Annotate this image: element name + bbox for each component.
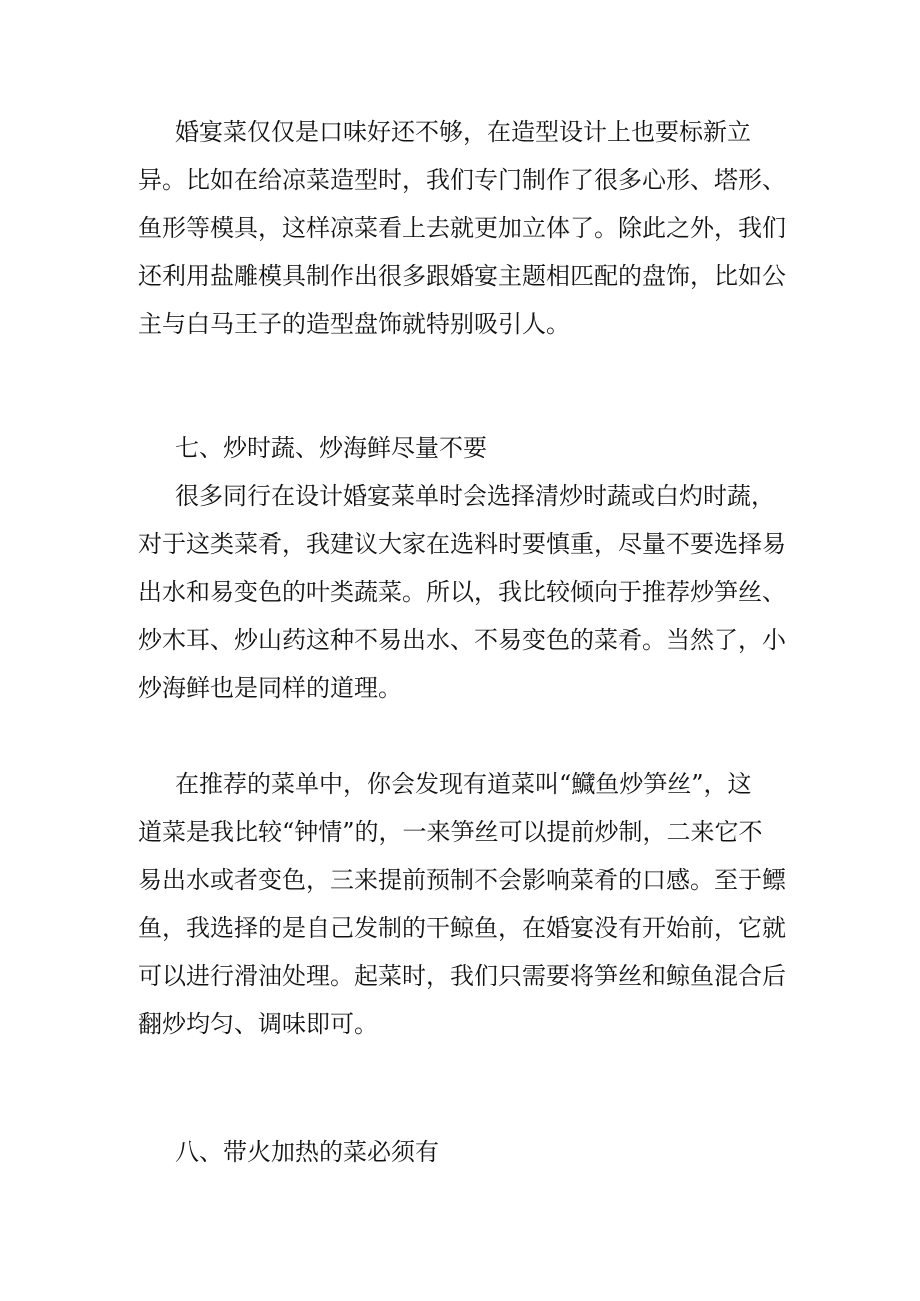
paragraph-line: 主与白马王子的造型盘饰就特别吸引人。 bbox=[138, 310, 570, 338]
paragraph-line: 可以进行滑油处理。起菜时，我们只需要将笋丝和鲸鱼混合后 bbox=[138, 962, 786, 990]
paragraph-line: 鱼形等模具，这样凉菜看上去就更加立体了。除此之外，我们 bbox=[138, 214, 786, 242]
paragraph-line: 翻炒均匀、调味即可。 bbox=[138, 1010, 378, 1038]
paragraph-line: 在推荐的菜单中，你会发现有道菜叫“鱵鱼炒笋丝”，这 bbox=[175, 770, 752, 798]
section-heading: 八、带火加热的菜必须有 bbox=[175, 1138, 439, 1166]
paragraph-line: 很多同行在设计婚宴菜单时会选择清炒时蔬或白灼时蔬， bbox=[175, 482, 775, 510]
paragraph-line: 易出水或者变色，三来提前预制不会影响菜肴的口感。至于鳔 bbox=[138, 866, 786, 894]
paragraph-line: 对于这类菜肴，我建议大家在选料时要慎重，尽量不要选择易 bbox=[138, 530, 786, 558]
paragraph-line: 炒木耳、炒山药这种不易出水、不易变色的菜肴。当然了，小 bbox=[138, 626, 786, 654]
paragraph-line: 异。比如在给凉菜造型时，我们专门制作了很多心形、塔形、 bbox=[138, 166, 786, 194]
paragraph-line: 鱼，我选择的是自己发制的干鲸鱼，在婚宴没有开始前，它就 bbox=[138, 914, 786, 942]
paragraph-line: 出水和易变色的叶类蔬菜。所以，我比较倾向于推荐炒笋丝、 bbox=[138, 578, 786, 606]
paragraph-line: 道菜是我比较“钟情”的，一来笋丝可以提前炒制，二来它不 bbox=[138, 818, 763, 846]
paragraph-line: 还利用盐雕模具制作出很多跟婚宴主题相匹配的盘饰，比如公 bbox=[138, 262, 786, 290]
paragraph-line: 炒海鲜也是同样的道理。 bbox=[138, 674, 402, 702]
section-heading: 七、炒时蔬、炒海鲜尽量不要 bbox=[175, 434, 487, 462]
paragraph-line: 婚宴菜仅仅是口味好还不够，在造型设计上也要标新立 bbox=[175, 118, 751, 146]
